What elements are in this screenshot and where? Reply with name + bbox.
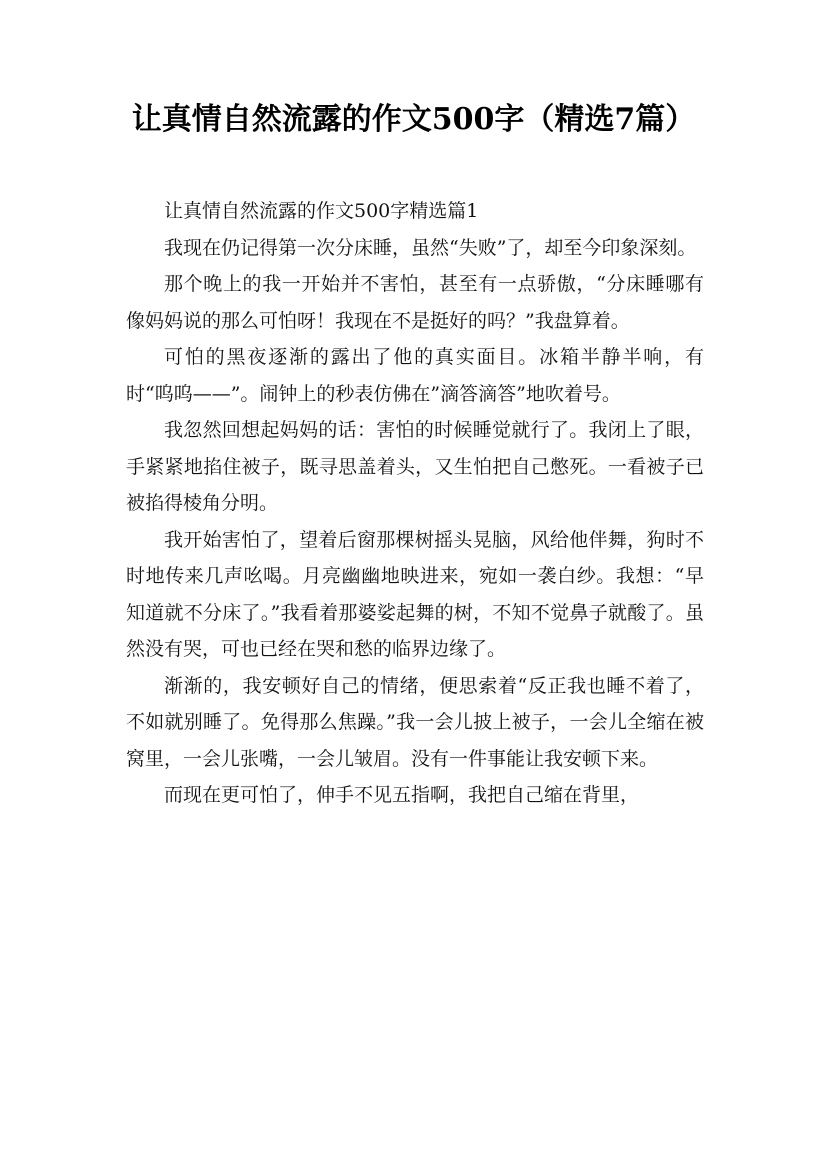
paragraph: 可怕的黑夜逐渐的露出了他的真实面目。冰箱半静半响，有时“呜呜——”。闹钟上的秒表仿佛在”滴答滴答”地吹着号。 [126, 346, 704, 405]
paragraph: 让真情自然流露的作文500字精选篇1 [164, 200, 479, 222]
paragraph: 我开始害怕了，望着后窗那棵树摇头晃脑，风给他伴舞，狗时不时地传来几声吆喝。月亮幽幽地映进来，宛如一袭白纱。我想：“早知道就不分床了。”我看着那婆娑起舞的树，不知不觉鼻子就酸了。虽然没有哭，可也已经在哭和愁的临界边缘了。 [126, 528, 704, 660]
paragraph: 我忽然回想起妈妈的话：害怕的时候睡觉就行了。我闭上了眼，手紧紧地掐住被子，既寻思盖着头，又生怕把自己憋死。一看被子已被掐得棱角分明。 [126, 419, 704, 514]
paragraph: 那个晚上的我一开始并不害怕，甚至有一点骄傲，“分床睡哪有像妈妈说的那么可怕呀！我现在不是挺好的吗？”我盘算着。 [126, 273, 704, 332]
paragraph: 我现在仍记得第一次分床睡，虽然“失败”了，却至今印象深刻。 [164, 236, 697, 259]
document-body [126, 193, 704, 814]
document-title: 让真情自然流露的作文500字（精选7篇） [131, 102, 696, 137]
paragraph: 而现在更可怕了，伸手不见五指啊，我把自己缩在背里， [164, 784, 640, 806]
paragraph: 渐渐的，我安顿好自己的情绪，便思索着“反正我也睡不着了，不如就别睡了。免得那么焦躁。”我一会儿披上被子，一会儿全缩在被窝里，一会儿张嘴，一会儿皱眉。没有一件事能让我安顿下来。 [126, 674, 704, 770]
